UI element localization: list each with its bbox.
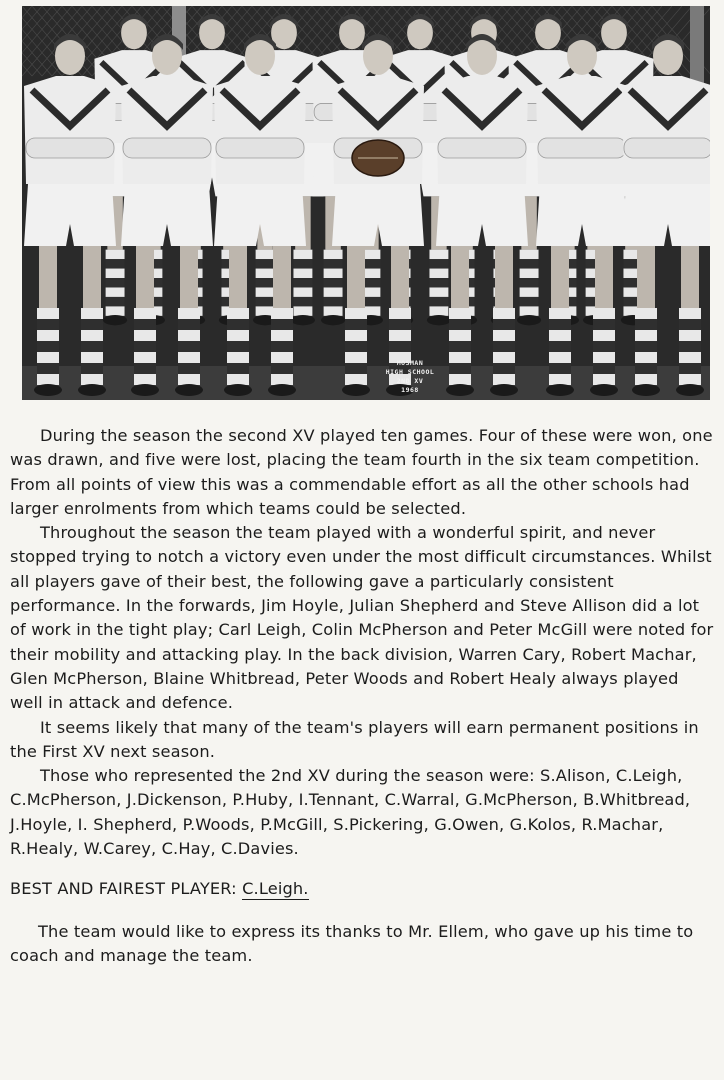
front-row-player-part	[593, 363, 615, 374]
front-row-player-part	[679, 341, 701, 352]
front-row-player-part	[178, 352, 200, 363]
front-row-player-part	[391, 246, 409, 308]
front-row-player-part	[134, 308, 156, 319]
front-row-player-part	[227, 374, 249, 385]
front-row-player-part	[551, 246, 569, 308]
front-row-player-part	[538, 138, 626, 158]
front-row-player-part	[134, 352, 156, 363]
front-row-player-part	[595, 246, 613, 308]
front-row-player-part	[123, 138, 211, 158]
back-row-player-part	[293, 306, 312, 315]
front-row-player-part	[37, 352, 59, 363]
front-row-player-part	[83, 246, 101, 308]
front-row-player-part	[549, 330, 571, 341]
front-row-player-part	[493, 330, 515, 341]
back-row-player-part	[256, 250, 275, 259]
back-row-player-part	[106, 278, 125, 287]
front-row-player-part	[178, 363, 200, 374]
front-row-player-part	[593, 352, 615, 363]
front-row-player-part	[271, 330, 293, 341]
front-row-player-part	[229, 246, 247, 308]
back-row-player-part	[517, 315, 541, 325]
front-row-player-part	[632, 384, 660, 396]
front-row-player-part	[131, 384, 159, 396]
front-row-player-part	[637, 246, 655, 308]
front-row-player-part	[635, 374, 657, 385]
front-row-player-part	[449, 363, 471, 374]
front-row-player-part	[178, 308, 200, 319]
front-row-player-part	[345, 308, 367, 319]
best-and-fairest	[10, 877, 716, 901]
front-row-player-part	[271, 308, 293, 319]
front-row-player-part	[679, 363, 701, 374]
front-row-player-part	[271, 363, 293, 374]
front-row-player-part	[345, 352, 367, 363]
back-row-player-part	[324, 287, 343, 296]
front-row-player-part	[624, 138, 710, 158]
front-row-player-part	[81, 319, 103, 330]
front-row-player-part	[345, 374, 367, 385]
front-row-player-part	[227, 308, 249, 319]
front-row-player-part	[490, 384, 518, 396]
front-row-player-part	[493, 363, 515, 374]
front-row-player-part	[37, 363, 59, 374]
back-row-player-part	[520, 269, 539, 278]
front-row-player-part	[178, 319, 200, 330]
front-row-player-part	[681, 246, 699, 308]
best-and-fairest-label: BEST AND FAIREST PLAYER:	[10, 879, 237, 899]
front-row-player-part	[635, 330, 657, 341]
back-row-player-part	[520, 278, 539, 287]
front-row-player-part	[347, 246, 365, 308]
back-row-player-part	[324, 278, 343, 287]
front-row-player-part	[593, 374, 615, 385]
front-row-player-part	[273, 246, 291, 308]
front-row-player-part	[271, 352, 293, 363]
front-row-player-part	[451, 246, 469, 308]
front-row-player-part	[345, 319, 367, 330]
front-row-player-part	[134, 363, 156, 374]
front-row-player-part	[549, 341, 571, 352]
front-row-player-part	[78, 384, 106, 396]
front-row-player-part	[679, 330, 701, 341]
back-row-player-part	[520, 306, 539, 315]
front-row-player-part	[134, 374, 156, 385]
front-row-player-part	[493, 319, 515, 330]
back-row-player-part	[256, 287, 275, 296]
back-row-player-part	[106, 306, 125, 315]
front-row-player-part	[345, 330, 367, 341]
front-row-player-part	[268, 384, 296, 396]
front-row-player-part	[549, 363, 571, 374]
back-row-player-part	[429, 287, 448, 296]
paragraph-future: It seems likely that many of the team's players will earn permanent positions in the First XV next season.	[10, 717, 699, 761]
front-row-player-part	[493, 341, 515, 352]
back-row-player-part	[293, 269, 312, 278]
front-row-player-part	[449, 330, 471, 341]
front-row-player-part	[549, 374, 571, 385]
back-row-player-part	[293, 297, 312, 306]
front-row-player-part	[37, 374, 59, 385]
fence-post	[690, 6, 704, 86]
front-row-player-part	[679, 319, 701, 330]
back-row-player-part	[291, 315, 315, 325]
best-and-fairest-name: C.Leigh.	[242, 879, 309, 899]
back-row-player-part	[293, 250, 312, 259]
front-row-player-part	[389, 319, 411, 330]
front-row-player-part	[449, 308, 471, 319]
photo-caption	[378, 359, 442, 395]
front-row-player-part	[549, 319, 571, 330]
front-row-player-part	[227, 352, 249, 363]
team-photo	[22, 6, 710, 400]
front-row-player-part	[493, 352, 515, 363]
front-row-player-part	[345, 341, 367, 352]
front-row-player-part	[389, 330, 411, 341]
front-row-player-part	[37, 308, 59, 319]
front-row-player-part	[175, 384, 203, 396]
front-row-player-part	[449, 352, 471, 363]
front-row-player-part	[37, 330, 59, 341]
front-row-player-part	[180, 246, 198, 308]
front-row-player-part	[37, 341, 59, 352]
front-row-player-part	[271, 374, 293, 385]
back-row-player-part	[429, 269, 448, 278]
back-row-player-part	[520, 287, 539, 296]
front-row-player-part	[81, 330, 103, 341]
back-row-player-part	[106, 297, 125, 306]
back-row-player-part	[256, 297, 275, 306]
front-row-player-part	[227, 330, 249, 341]
front-row-player-part	[679, 308, 701, 319]
back-row-player-part	[293, 278, 312, 287]
front-row-player-part	[590, 384, 618, 396]
paragraph-players-list: Those who represented the 2nd XV during the season were: S.Alison, C.Leigh, C.McPherson, J.Dickenson, P.Huby, I.Tennant, C.Warral, G.McPherson, B.Whitbread, J.Hoyle, I. Shepherd, P.Woods, P.McGill, S.Pickering, G.Owen, G.Kolos, R.Machar, R.Healy, W.Carey, C.Hay, C.Davies.	[10, 766, 691, 859]
front-row-player-part	[271, 341, 293, 352]
front-row-player-part	[134, 330, 156, 341]
front-row-player-part	[81, 308, 103, 319]
front-row-player-part	[224, 384, 252, 396]
back-row-player-part	[293, 287, 312, 296]
front-row-player-part	[134, 319, 156, 330]
front-row-player-part	[549, 352, 571, 363]
front-row-player-part	[546, 384, 574, 396]
front-row-player-part	[635, 363, 657, 374]
back-row-player-part	[429, 259, 448, 268]
front-row-player-part	[679, 352, 701, 363]
front-row-player-part	[593, 308, 615, 319]
front-row-player-part	[342, 384, 370, 396]
front-row-player-part	[676, 384, 704, 396]
front-row-player-part	[345, 363, 367, 374]
back-row-player-part	[256, 259, 275, 268]
front-row-player-part	[227, 341, 249, 352]
front-row-player-part	[34, 384, 62, 396]
front-row-player-part	[26, 138, 114, 158]
front-row-player-part	[227, 319, 249, 330]
caption-line-school: MOSMAN	[396, 359, 424, 367]
front-row-player-part	[449, 341, 471, 352]
front-row-player-part	[178, 330, 200, 341]
front-row-player-part	[136, 246, 154, 308]
front-row-player-part	[81, 341, 103, 352]
team-photo-illustration	[22, 6, 710, 400]
paragraph-team-spirit: Throughout the season the team played with a wonderful spirit, and never stopped trying to notch a victory even under the most difficult circumstances. Whilst all players gave of their best, the following gave a particularly consistent performance. In the forwards, Jim Hoyle, Julian Shepherd and Steve Allison did a lot of work in the tight play; Carl Leigh, Colin McPherson and Peter McGill were noted for their mobility and attacking play. In the back division, Warren Cary, Robert Machar, Glen McPherson, Blaine Whitbread, Peter Woods and Robert Healy always played well in attack and defence.	[10, 523, 714, 713]
back-row-player-part	[324, 259, 343, 268]
front-row-player-part	[549, 308, 571, 319]
front-row-player-part	[271, 319, 293, 330]
back-row-player-part	[106, 250, 125, 259]
front-row-player-part	[593, 330, 615, 341]
front-row-player-part	[493, 374, 515, 385]
front-row-player-part	[216, 138, 304, 158]
back-row-player-part	[293, 259, 312, 268]
front-row-player-part	[81, 352, 103, 363]
article-body	[10, 424, 716, 968]
front-row-player-part	[593, 319, 615, 330]
front-row-player-part	[493, 308, 515, 319]
front-row-player-part	[227, 363, 249, 374]
caption-line-team: 2ND XV	[396, 377, 424, 385]
back-row-player-part	[429, 278, 448, 287]
front-row-player-part	[635, 341, 657, 352]
front-row-player-part	[635, 352, 657, 363]
caption-line-year: 1968	[401, 386, 419, 394]
front-row-player-part	[81, 374, 103, 385]
front-row-player-part	[39, 246, 57, 308]
front-row-player-part	[449, 319, 471, 330]
front-row-player-part	[178, 341, 200, 352]
caption-line-high-school: HIGH SCHOOL	[385, 368, 435, 376]
paragraph-season-summary: During the season the second XV played ten games. Four of these were won, one was drawn, and five were lost, placing the team fourth in the six team competition. From all points of view this was a commendable effort as all the other schools had larger enrolments from which teams could be selected.	[10, 426, 713, 518]
back-row-player-part	[324, 297, 343, 306]
front-row-player-part	[635, 319, 657, 330]
back-row-player-part	[520, 297, 539, 306]
front-row-player-part	[81, 363, 103, 374]
front-row-player-part	[134, 341, 156, 352]
front-row-player-part	[495, 246, 513, 308]
back-row-player-part	[321, 315, 345, 325]
front-row-player-part	[37, 319, 59, 330]
front-row-player-part	[178, 374, 200, 385]
front-row-player-part	[389, 341, 411, 352]
front-row-player-part	[679, 374, 701, 385]
back-row-player-part	[324, 306, 343, 315]
back-row-player-part	[106, 259, 125, 268]
front-row-player-part	[389, 308, 411, 319]
back-row-player-part	[103, 315, 127, 325]
paragraph-thanks: The team would like to express its thanks to Mr. Ellem, who gave up his time to coach and manage the team.	[10, 921, 694, 965]
back-row-player-part	[324, 250, 343, 259]
back-row-player-part	[429, 306, 448, 315]
front-row-player-part	[593, 341, 615, 352]
back-row-player-part	[427, 315, 451, 325]
back-row-player-part	[429, 250, 448, 259]
back-row-player-part	[106, 287, 125, 296]
front-row-player-part	[449, 374, 471, 385]
front-row-player-part	[446, 384, 474, 396]
back-row-player-part	[520, 250, 539, 259]
back-row-player-part	[429, 297, 448, 306]
back-row-player-part	[324, 269, 343, 278]
back-row-player-part	[520, 259, 539, 268]
back-row-player-part	[256, 278, 275, 287]
front-row-player-part	[635, 308, 657, 319]
front-row-player-part	[438, 138, 526, 158]
back-row-player-part	[256, 269, 275, 278]
back-row-player-part	[106, 269, 125, 278]
